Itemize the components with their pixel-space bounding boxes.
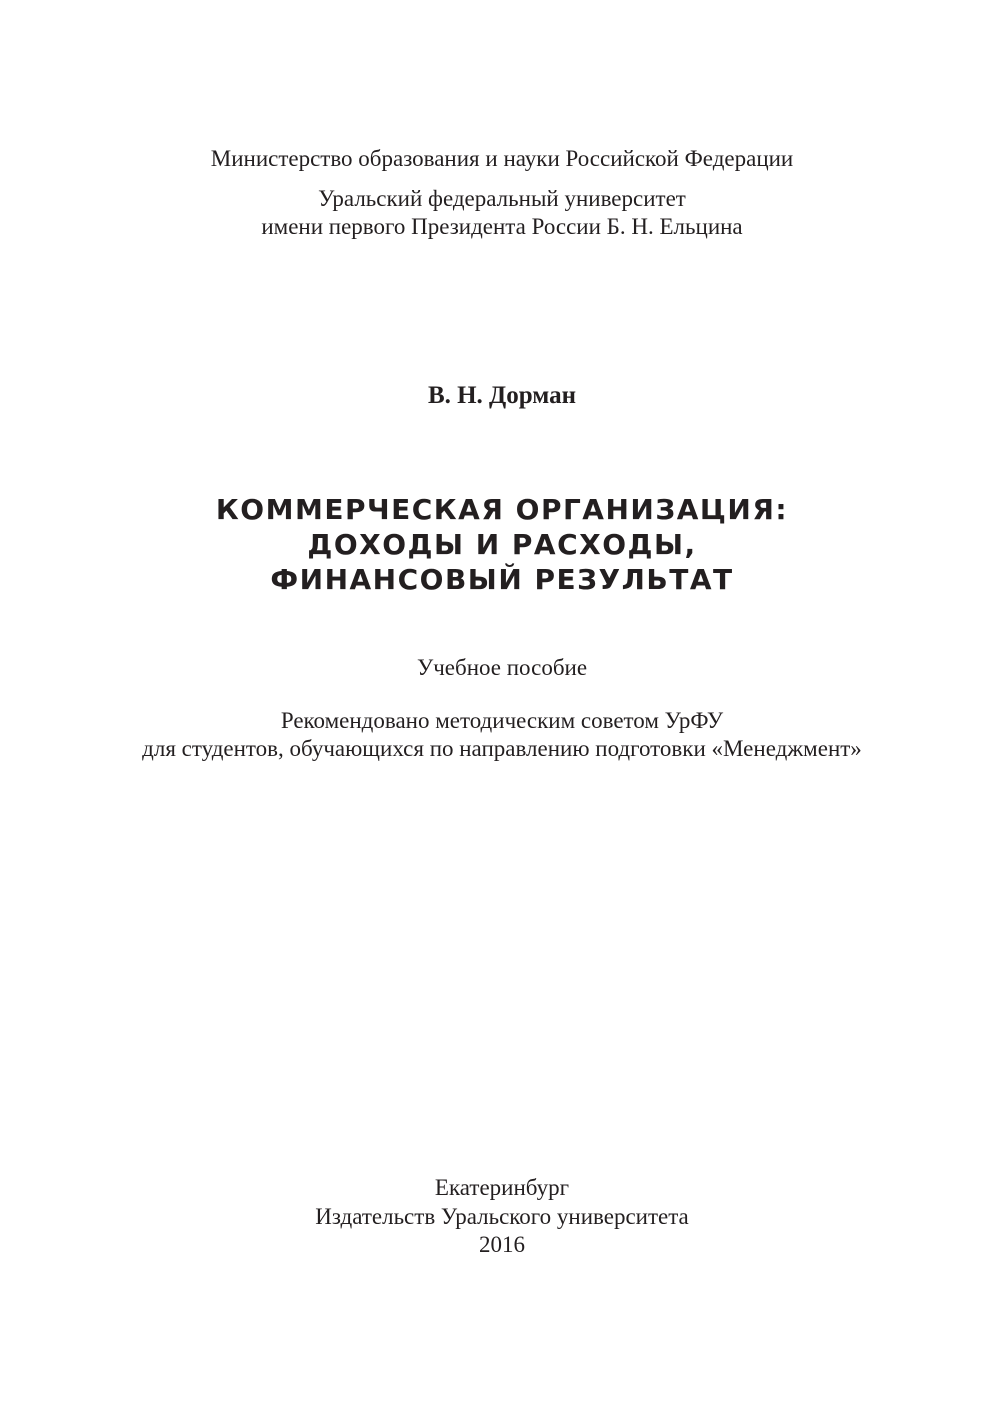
book-title-line-3: ФИНАНСОВЫЙ РЕЗУЛЬТАТ bbox=[270, 563, 734, 596]
publication-type: Учебное пособие bbox=[416, 655, 588, 680]
university-name-continued: имени первого Президента России Б. Н. Ельцина bbox=[261, 214, 743, 239]
imprint-city: Екатеринбург bbox=[434, 1175, 570, 1200]
book-title-line-1: КОММЕРЧЕСКАЯ ОРГАНИЗАЦИЯ: bbox=[215, 493, 789, 526]
recommendation-line-1: Рекомендовано методическим советом УрФУ bbox=[280, 708, 724, 733]
author-name: В. Н. Дорман bbox=[427, 382, 577, 409]
imprint-publisher: Издательств Уральского университета bbox=[315, 1204, 689, 1229]
recommendation-line-2: для студентов, обучающихся по направлению подготовки «Менеджмент» bbox=[142, 736, 862, 761]
ministry-name: Министерство образования и науки Российской Федерации bbox=[210, 146, 794, 171]
university-name: Уральский федеральный университет bbox=[318, 186, 686, 211]
book-title-line-2: ДОХОДЫ И РАСХОДЫ, bbox=[307, 528, 697, 561]
book-title bbox=[0, 492, 1004, 597]
imprint-year: 2016 bbox=[479, 1232, 525, 1257]
